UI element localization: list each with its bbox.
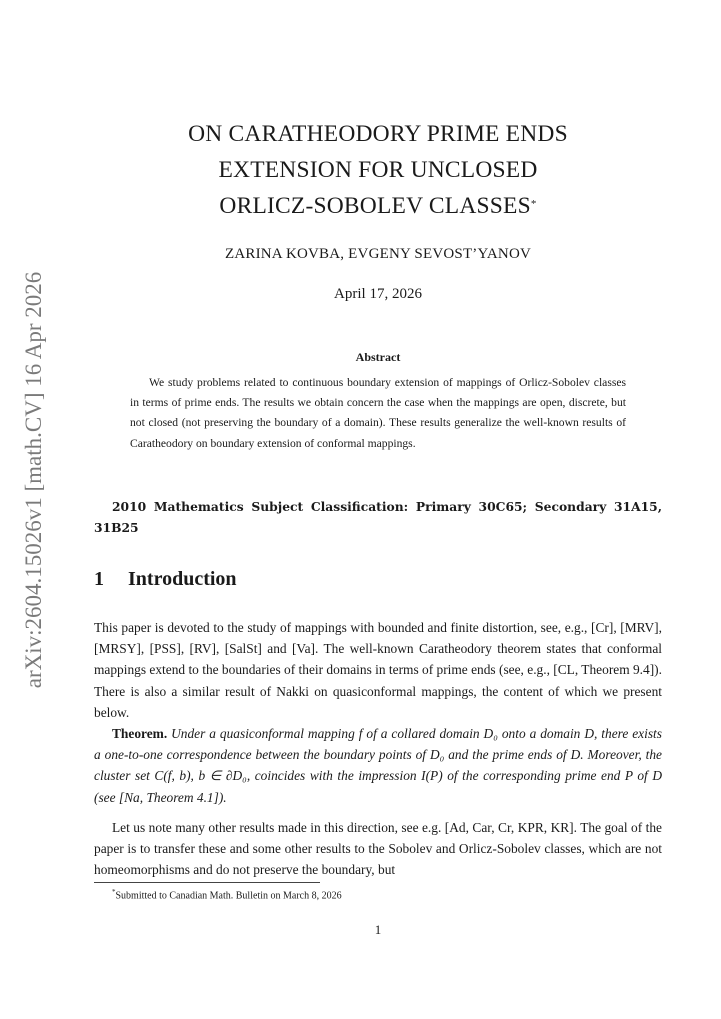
section-number: 1 — [94, 568, 104, 590]
footnote-mark: * — [112, 888, 116, 896]
theorem-block — [94, 723, 662, 808]
authors: ZARINA KOVBA, EVGENY SEVOST’YANOV — [224, 246, 532, 262]
page-number: 1 — [374, 922, 382, 937]
abstract-heading: Abstract — [355, 350, 401, 364]
title-footnote-mark: * — [530, 198, 537, 210]
paper-title — [94, 116, 662, 224]
title-line-2: EXTENSION FOR UNCLOSED — [218, 157, 538, 183]
intro-paragraph: This paper is devoted to the study of mappings with bounded and finite distortion, see, e.g., [Cr], [MRV], [MRSY], [PSS], [RV], [SalSt] and [Va]. The well-known Caratheodory theorem states that conformal mappings extend to the boundaries of their domains in terms of prime ends (see, e.g., [CL, Theorem 9.4]). There is also a similar result of Nakki on quasiconformal mappings, the content of which we present below. — [94, 620, 662, 720]
arxiv-sidebar-stamp — [14, 271, 54, 689]
footnote — [112, 888, 342, 901]
arxiv-id: arXiv:2604.15026v1 [math.CV] 16 Apr 2026 — [21, 271, 46, 689]
section-heading — [94, 568, 237, 591]
section-title: Introduction — [128, 568, 237, 590]
title-line-1: ON CARATHEODORY PRIME ENDS — [188, 121, 568, 147]
msc-classification: 2010 Mathematics Subject Classification: Primary 30C65; Secondary 31A15, 31B25 — [94, 499, 662, 535]
date: April 17, 2026 — [334, 286, 422, 302]
title-line-3 — [94, 188, 662, 224]
theorem-label: Theorem. — [112, 726, 168, 741]
abstract-text: We study problems related to continuous boundary extension of mappings of Orlicz-Sobolev classes in terms of prime ends. The results we obtain concern the case when the mappings are open, discrete, but not closed (not preserving the boundary of a domain). These results generalize the well-known results of Caratheodory on boundary extension of conformal mappings. — [130, 376, 626, 450]
footnote-rule — [94, 882, 320, 883]
theorem-text: Under a quasiconformal mapping f of a collared domain D₀ onto a domain D, there exists a one-to-one correspondence between the boundary points of D₀ and the prime ends of D. Moreover, the cluster set C(f, b), b ∈ ∂D₀, coincides with the impression I(P) of the corresponding prime end P of D (see [Na, Theorem 4.1]). — [94, 726, 662, 805]
footnote-text: Submitted to Canadian Math. Bulletin on March 8, 2026 — [115, 890, 342, 902]
title-line-3-text: ORLICZ-SOBOLEV CLASSES — [219, 193, 531, 219]
paragraph-2: Let us note many other results made in this direction, see e.g. [Ad, Car, Cr, KPR, KR]. The goal of the paper is to transfer these and some other results to the Sobolev and Orlicz-Sobolev classes, which are not homeomorphisms and do not preserve the boundary, but — [94, 820, 662, 878]
